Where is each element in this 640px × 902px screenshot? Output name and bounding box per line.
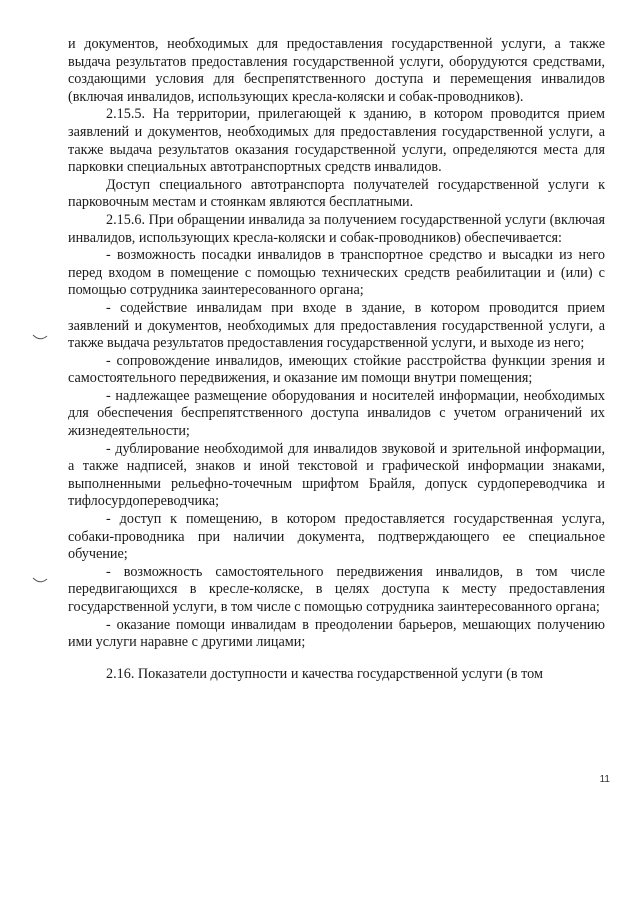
list-item-information-duplication: - дублирование необходимой для инвалидов звуковой и зрительной информации, а также надписей, знаков и иной текстовой и графической информации знаками, выполненными рельефно-точечным шрифтом Брайля, допуск сурдопереводчика и тифлосурдопереводчика; [68, 440, 605, 510]
document-body [68, 36, 605, 683]
list-item-escort-assistance: - сопровождение инвалидов, имеющих стойкие расстройства функции зрения и самостоятельного передвижения, и оказание им помощи внутри помещения; [68, 352, 605, 387]
paragraph-2-15-5: 2.15.5. На территории, прилегающей к зданию, в котором проводится прием заявлений и документов, необходимых для предоставления государственной услуги, а также выдача результатов оказания государственной услуги, определяются места для парковки специальных автотранспортных средств инвалидов. [68, 106, 605, 176]
page-number: 11 [599, 774, 610, 785]
list-item-building-entry-assistance: - содействие инвалидам при входе в здание, в котором проводится прием заявлений и документов, необходимых для предоставления государственной услуги, а также выдача результатов предоставления государственной услуги, и выходе из него; [68, 299, 605, 352]
paragraph-2-15-6: 2.15.6. При обращении инвалида за получением государственной услуги (включая инвалидов, использующих кресла-коляски и собак-проводников) обеспечивается: [68, 211, 605, 246]
list-item-guide-dog-access: - доступ к помещению, в котором предоставляется государственная услуга, собаки-проводника при наличии документа, подтверждающего ее специальное обучение; [68, 511, 605, 563]
list-item-barrier-assistance: - оказание помощи инвалидам в преодолении барьеров, мешающих получению ими услуги наравне с другими лицами; [68, 616, 605, 651]
paragraph-2-16: 2.16. Показатели доступности и качества государственной услуги (в том [106, 665, 543, 682]
punch-hole-mark-bottom [32, 577, 48, 585]
paragraph-intro-continuation: и документов, необходимых для предоставления государственной услуги, а также выдача результатов предоставления государственной услуги, оборудуются средствами, создающими условия для беспрепятственного доступа и перемещения инвалидов (включая инвалидов, использующих кресла-коляски и собак-проводников). [68, 36, 605, 105]
paragraph-parking-access: Доступ специального автотранспорта получателей государственной услуги к парковочным местам и стоянкам являются бесплатными. [68, 176, 605, 211]
punch-hole-mark-top [32, 334, 48, 342]
list-item-transport-boarding: - возможность посадки инвалидов в транспортное средство и высадки из него перед входом в помещение с помощью технических средств реабилитации и (или) с помощью сотрудника заинтересованного органа; [68, 247, 605, 299]
list-item-equipment-placement: - надлежащее размещение оборудования и носителей информации, необходимых для обеспечения беспрепятственного доступа инвалидов с учетом ограничений их жизнедеятельности; [68, 387, 605, 440]
list-item-independent-movement: - возможность самостоятельного передвижения инвалидов, в том числе передвигающихся в кресле-коляске, в целях доступа к месту предоставления государственной услуги, в том числе с помощью сотрудника заинтересованного органа; [68, 563, 605, 615]
